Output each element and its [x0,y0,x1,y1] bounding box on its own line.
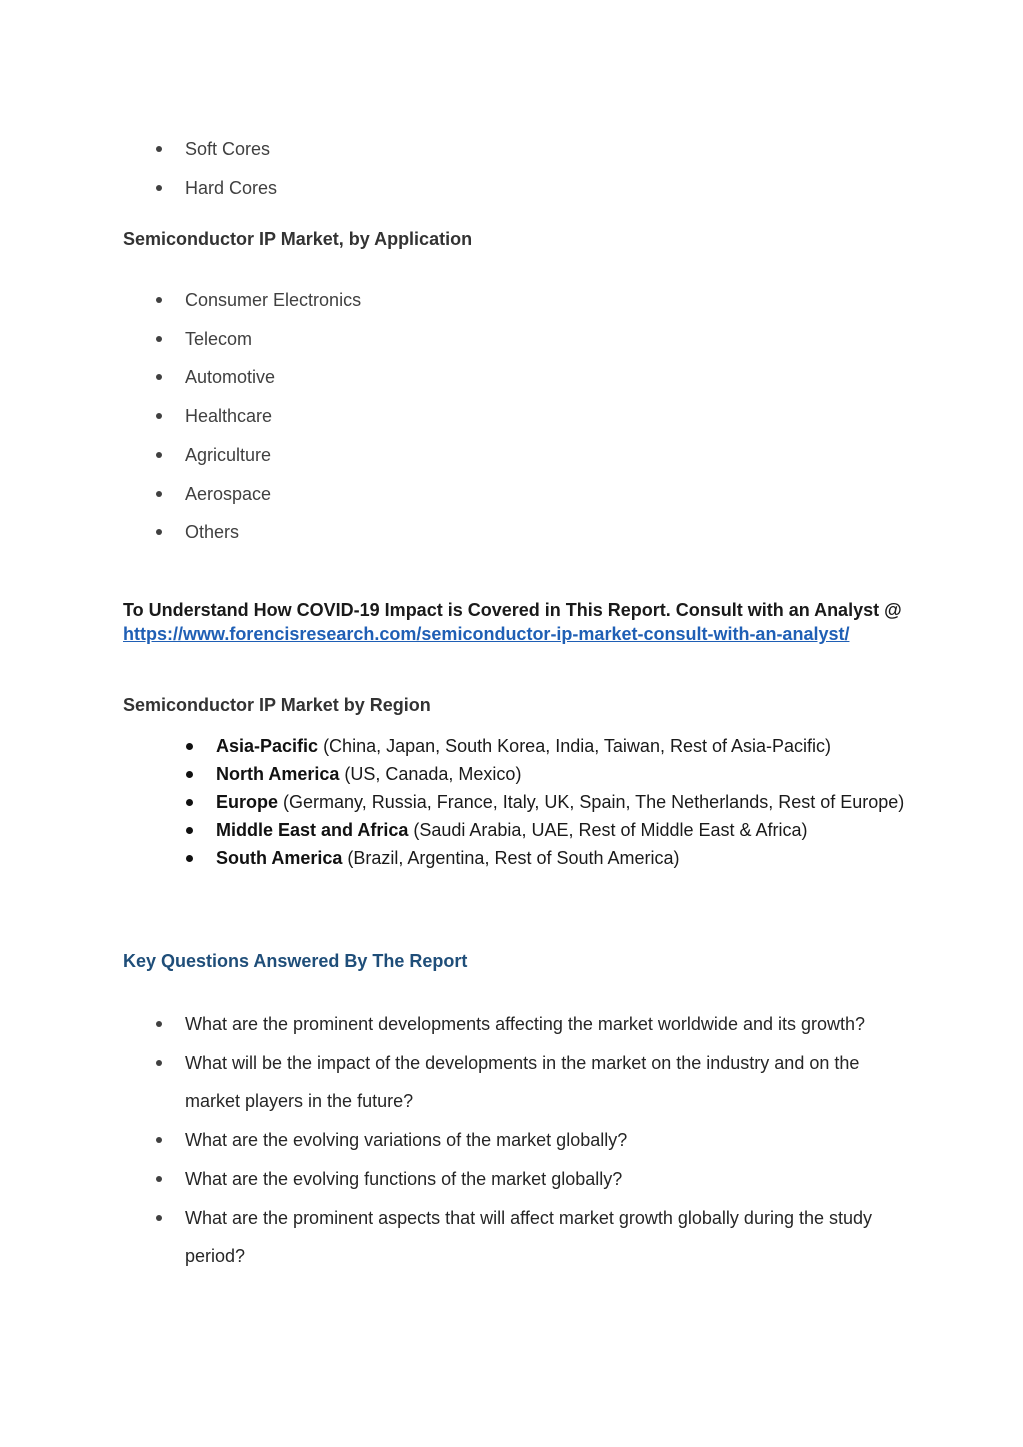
list-item [123,760,913,788]
questions-section [123,1005,913,1276]
bullet-icon [156,146,162,152]
list-item-label: Soft Cores [185,139,271,159]
list-item [123,816,913,844]
application-list [123,281,913,552]
bullet-icon [156,1060,162,1066]
covid-text: To Understand How COVID-19 Impact is Covered in This Report. Consult with an Analyst @ [123,600,902,620]
bullet-icon [156,1215,162,1221]
region-name: North America [216,764,340,784]
list-item [123,1160,913,1199]
list-item-label: Others [185,522,240,543]
bullet-icon [156,1021,162,1027]
list-item-label: Hard Cores [185,177,278,198]
bullet-icon [156,491,162,497]
bullet-icon [156,1137,162,1143]
questions-list [123,1005,913,1276]
region-name: Europe [216,792,279,812]
bullet-icon [156,413,162,419]
list-item-label: Telecom [185,328,253,349]
list-item [123,788,913,816]
bullet-icon [156,1176,162,1182]
application-heading: Semiconductor IP Market, by Application [123,229,473,249]
list-item [123,397,913,436]
region-detail: (US, Canada, Mexico) [339,764,522,784]
bullet-icon [186,827,193,834]
question-label: What are the prominent developments affecting the market worldwide and its growth? [185,1014,866,1034]
bullet-icon [156,452,162,458]
bullet-icon [186,743,193,750]
bullet-icon [156,297,162,303]
bullet-icon [186,771,193,778]
question-label: What are the prominent aspects that will affect market growth globally during the study period? [185,1207,873,1267]
bullet-icon [156,336,162,342]
region-detail: (China, Japan, South Korea, India, Taiwan, Rest of Asia-Pacific) [318,736,832,756]
list-item [123,436,913,475]
question-label: What are the evolving variations of the market globally? [185,1130,628,1151]
list-item [123,1199,913,1276]
list-item-label: Aerospace [185,483,272,504]
region-name: Asia-Pacific [216,736,319,756]
list-item [123,732,913,760]
consult-analyst-link[interactable]: https://www.forencisresearch.com/semiconductor-ip-market-consult-with-an-analyst/ [123,624,850,644]
region-name: South America [216,848,343,868]
bullet-icon [156,529,162,535]
list-item-label: Automotive [185,367,276,388]
list-item [123,513,913,552]
region-heading: Semiconductor IP Market by Region [123,695,431,715]
region-section [123,732,913,872]
list-item [123,169,913,208]
list-item [123,281,913,320]
region-list [123,732,913,872]
type-list [123,130,913,207]
region-detail: (Saudi Arabia, UAE, Rest of Middle East & Africa) [408,820,808,840]
list-item [123,844,913,872]
covid-consult-paragraph [123,596,913,645]
list-item [123,1044,913,1121]
list-item [123,358,913,397]
list-item [123,1005,913,1044]
question-label: What are the evolving functions of the market globally? [185,1168,623,1189]
bullet-icon [186,855,193,862]
list-item-label: Consumer Electronics [185,290,362,310]
type-list-section [123,130,913,207]
question-label: What will be the impact of the developments in the market on the industry and on the market players in the future? [185,1052,860,1112]
application-section [123,281,913,552]
bullet-icon [186,799,193,806]
bullet-icon [156,185,162,191]
list-item [123,320,913,359]
list-item-label: Healthcare [185,406,273,427]
region-detail: (Brazil, Argentina, Rest of South America) [342,848,680,868]
list-item [123,1121,913,1160]
bullet-icon [156,374,162,380]
questions-heading: Key Questions Answered By The Report [123,951,468,971]
list-item-label: Agriculture [185,444,272,465]
region-detail: (Germany, Russia, France, Italy, UK, Spain, The Netherlands, Rest of Europe) [278,792,905,812]
region-name: Middle East and Africa [216,820,409,840]
list-item [123,475,913,514]
list-item [123,130,913,169]
